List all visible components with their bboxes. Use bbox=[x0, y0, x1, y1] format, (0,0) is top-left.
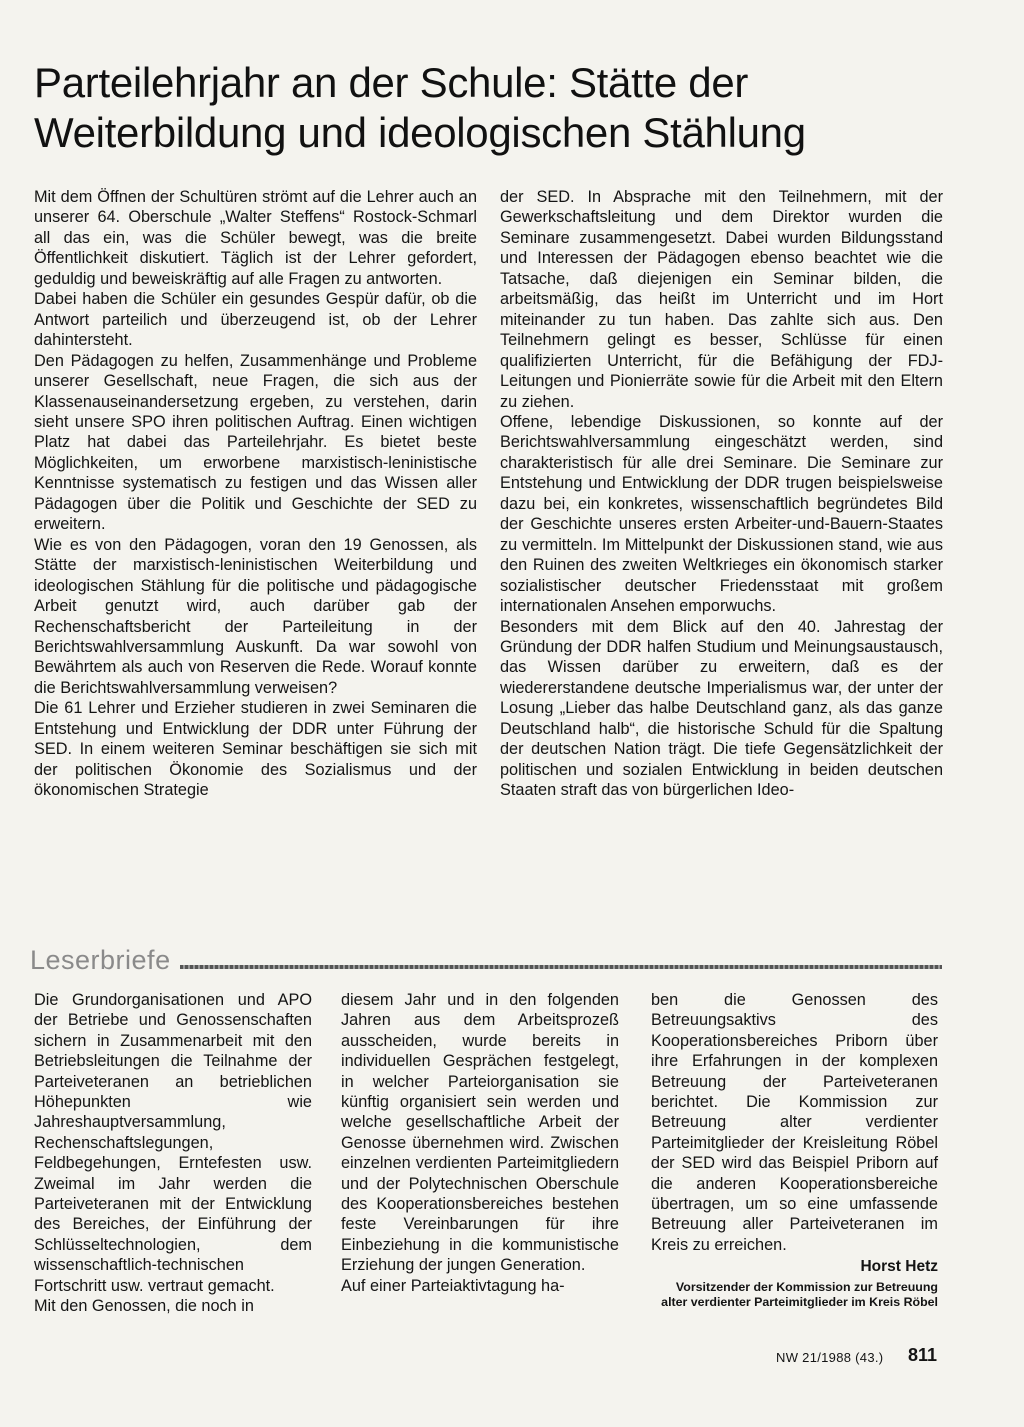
letter-column-1 bbox=[34, 990, 312, 1317]
author-role: Vorsitzender der Kommission zur Betreuung alter verdienter Parteimitglieder im Kreis Röbel bbox=[661, 1279, 938, 1309]
letter-column-3 bbox=[651, 990, 938, 1310]
letter-column-2 bbox=[341, 990, 619, 1296]
article-paragraph: Besonders mit dem Blick auf den 40. Jahrestag der Gründung der DDR halfen Studium und Meinungsaustausch, das Wissen darüber zu erweitern, daß es der wiedererstandene deutsche Imperialismus war, der unter der Losung „Lieber das halbe Deutschland ganz, als das ganze Deutschland halb“, die historische Schuld für die Spaltung der deutschen Nation trägt. Die tiefe Gegensätzlichkeit der politischen und sozialen Entwicklung in beiden deutschen Staaten straft das von bürgerlichen Ideo- bbox=[500, 617, 943, 800]
letter-paragraph: Mit den Genossen, die noch in bbox=[34, 1297, 254, 1316]
letter-paragraph: ben die Genossen des Betreuungsaktivs des Kooperationsbereiches Priborn über ihre Erfahrungen in der komplexen Betreuung der Parteiveteranen berichtet. Die Kommission zur Betreuung alter verdienter Parteimitglieder der Kreisleitung Röbel der SED wird das Beispiel Priborn auf die anderen Kooperationsbereiche übertragen, um so eine umfassende Betreuung aller Parteiveteranen im Kreis zu erreichen. bbox=[651, 991, 938, 1254]
article-paragraph: Die 61 Lehrer und Erzieher studieren in zwei Seminaren die Entstehung und Entwicklung der DDR unter Führung der SED. In einem weiteren Seminar beschäftigen sie sich mit der politischen Ökonomie des Sozialismus und der ökonomischen Strategie bbox=[34, 699, 477, 800]
letter-paragraph: Die Grundorganisationen und APO der Betriebe und Genossenschaften sichern in Zusammenarbeit mit den Betriebsleitungen die Teilnahme der Parteiveteranen an betrieblichen Höhepunkten wie Jahreshauptversammlung, Rechenschaftslegungen, Feldbegehungen, Erntefesten usw. Zweimal im Jahr werden die Parteiveteranen mit der Entwicklung des Bereiches, der Einführung der Schlüsseltechnologien, dem wissenschaftlich-technischen Fortschritt usw. vertraut gemacht. bbox=[34, 991, 312, 1295]
article-paragraph: der SED. In Absprache mit den Teilnehmern, mit der Gewerkschaftsleitung und dem Direktor wurden die Seminare zusammengesetzt. Dabei wurden Bildungsstand und Interessen der Pädagogen ebenso beachtet wie die Tatsache, daß diejenigen ein Seminar bilden, die arbeitsmäßig, das heißt im Unterricht und im Hort miteinander zu tun haben. Das zahlte sich aus. Den Teilnehmern gelingt es besser, Schlüsse für einen qualifizierten Unterricht, für die Befähigung der FDJ-Leitungen und Pionierräte sowie für die Arbeit mit den Eltern zu ziehen. bbox=[500, 188, 943, 411]
letter-paragraph: Auf einer Parteiaktivtagung ha- bbox=[341, 1276, 565, 1295]
leserbriefe-header bbox=[30, 945, 942, 979]
author-name: Horst Hetz bbox=[860, 1258, 938, 1276]
headline bbox=[34, 58, 806, 158]
article-paragraph: Mit dem Öffnen der Schultüren strömt auf die Lehrer auch an unserer 64. Oberschule „Walter Steffens“ Rostock-Schmarl all das ein, was die Schüler bewegt, was die breite Öffentlichkeit diskutiert. Täglich ist der Lehrer gefordert, geduldig und beweiskräftig auf alle Fragen zu antworten. bbox=[34, 188, 477, 288]
article-column-2 bbox=[500, 187, 943, 801]
section-rule bbox=[180, 965, 942, 969]
article-paragraph: Dabei haben die Schüler ein gesundes Gespür dafür, ob die Antwort parteilich und überzeugend ist, ob der Lehrer dahintersteht. bbox=[34, 290, 477, 350]
page-number: 811 bbox=[908, 1345, 938, 1365]
article-paragraph: Den Pädagogen zu helfen, Zusammenhänge und Probleme unserer Gesellschaft, neue Fragen, die sich aus der Klassenauseinandersetzung ergeben, zu verstehen, darin sieht unsere SPO ihren politischen Auftrag. Einen wichtigen Platz hat dabei das Parteilehrjahr. Es bietet beste Möglichkeiten, um erworbene marxistisch-leninistische Kenntnisse systematisch zu festigen und das Wissen aller Pädagogen über die Politik und Geschichte der SED zu erweitern. bbox=[34, 351, 477, 534]
letter-paragraph: diesem Jahr und in den folgenden Jahren aus dem Arbeitsprozeß ausscheiden, wurde bereits in individuellen Gesprächen festgelegt, in welcher Parteiorganisation sie künftig organisiert sein werden und welche gesellschaftliche Arbeit der Genosse übernehmen wird. Zwischen einzelnen verdienten Parteimitgliedern und der Polytechnischen Oberschule des Kooperationsbereiches bestehen feste Vereinbarungen für ihre Einbeziehung in die kommunistische Erziehung der jungen Generation. bbox=[341, 991, 619, 1275]
article-paragraph: Wie es von den Pädagogen, voran den 19 Genossen, als Stätte der marxistisch-leninistischen Weiterbildung und ideologischen Stählung für die politische und pädagogische Arbeit genutzt wird, auch darüber gab der Rechenschaftsbericht der Parteileitung in der Berichtswahlversammlung Auskunft. Da war sowohl von Bewährtem als auch von Reserven die Rede. Worauf konnte die Berichtswahlversammlung verweisen? bbox=[34, 535, 477, 697]
headline-line-2: Weiterbildung und ideologischen Stählung bbox=[34, 109, 806, 156]
article-paragraph: Offene, lebendige Diskussionen, so konnte auf der Berichtswahlversammlung eingeschätzt werden, sind charakteristisch für alle drei Seminare. Die Seminare zur Entstehung und Entwicklung der DDR trugen beispielsweise dazu bei, ein konkretes, wissenschaftlich begründetes Bild der Geschichte unseres ersten Arbeiter-und-Bauern-Staates zu vermitteln. Im Mittelpunkt der Diskussionen stand, wie aus den Ruinen des zweiten Weltkrieges ein ökonomisch starker sozialistischer deutscher Friedensstaat mit großem internationalen Ansehen emporwuchs. bbox=[500, 412, 943, 616]
section-title: Leserbriefe bbox=[30, 945, 179, 976]
headline-line-1: Parteilehrjahr an der Schule: Stätte der bbox=[34, 59, 749, 106]
issue-label: NW 21/1988 (43.) bbox=[776, 1350, 884, 1365]
article-column-1 bbox=[34, 187, 477, 801]
